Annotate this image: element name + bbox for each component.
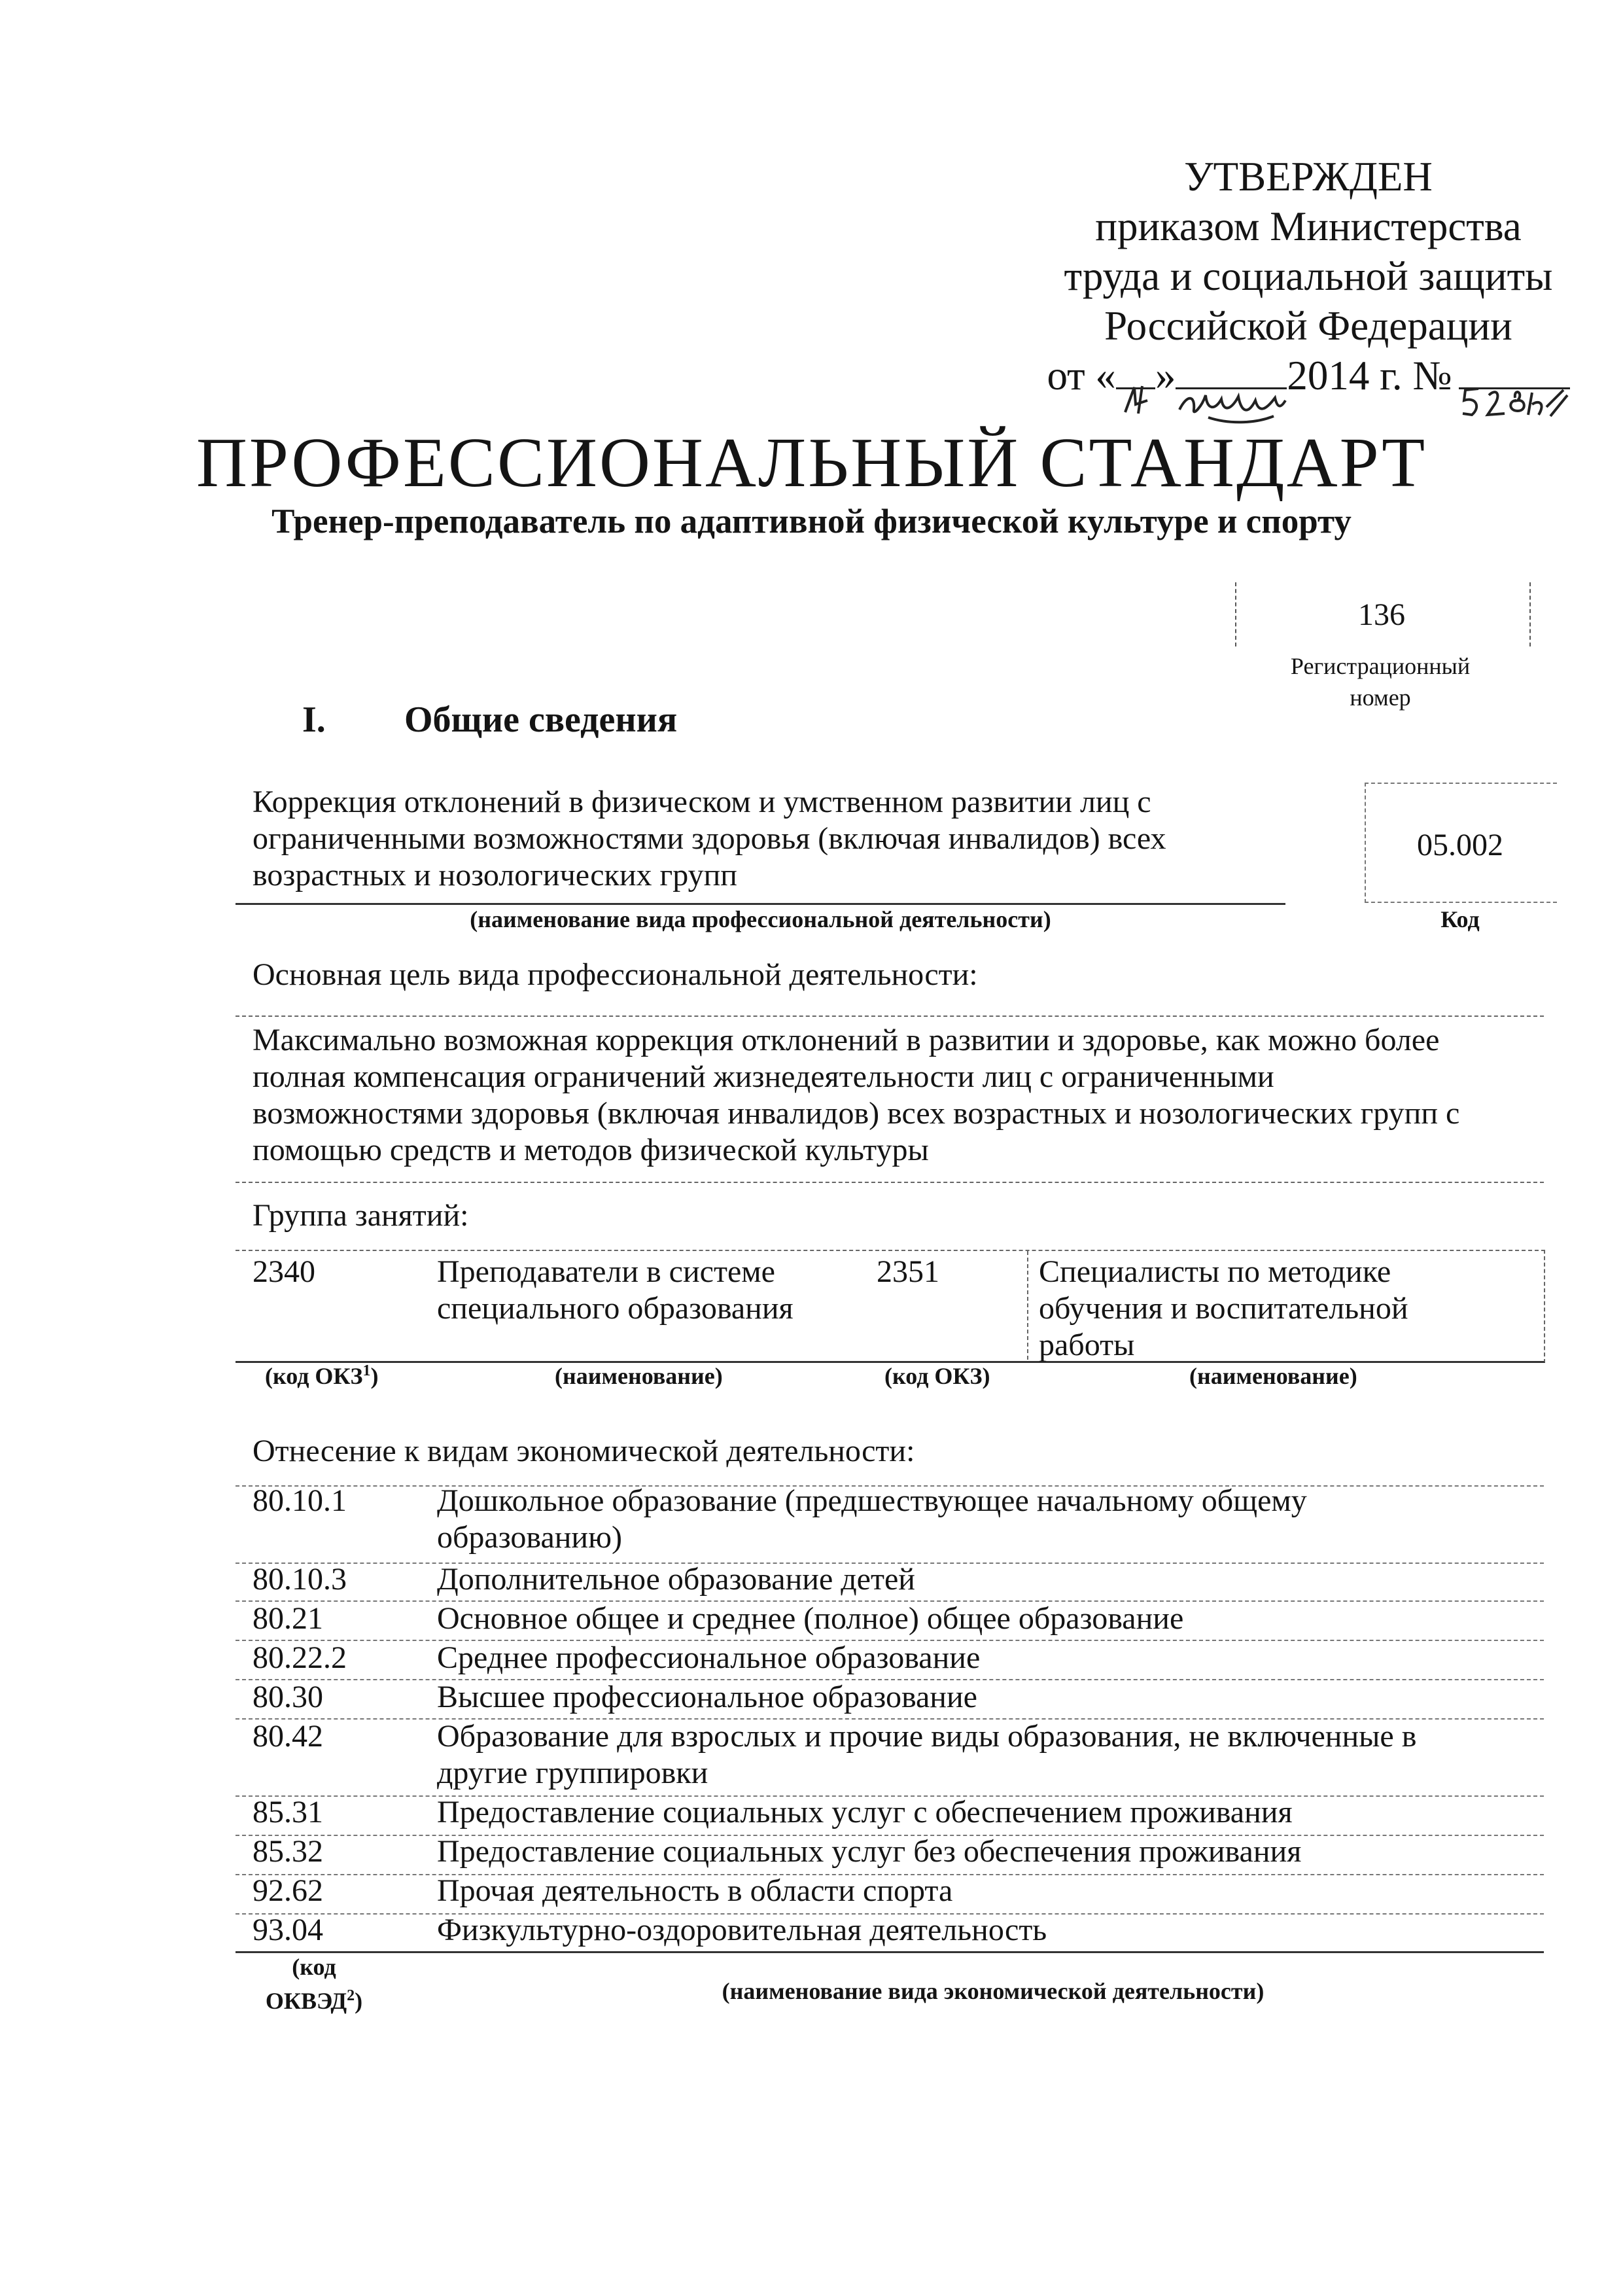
approval-date-line <box>1021 351 1596 400</box>
economic-activity-label: Отнесение к видам экономической деятельности: <box>253 1434 915 1468</box>
economic-name: Предоставление социальных услуг с обеспечением проживания <box>437 1795 1293 1829</box>
divider <box>236 1016 1544 1017</box>
occupation-name-line: Преподаватели в системе <box>437 1254 775 1289</box>
divider <box>236 1182 1544 1183</box>
economic-name-line: другие группировки <box>437 1756 708 1790</box>
activity-name-line: ограниченными возможностями здоровья (включая инвалидов) всех <box>253 821 1166 856</box>
handwritten-day <box>1116 387 1155 389</box>
quote-close: » <box>1155 353 1176 398</box>
occupation-name-line: работы <box>1039 1328 1135 1362</box>
economic-code: 80.10.3 <box>253 1562 347 1597</box>
handwritten-number-signature <box>1459 381 1570 427</box>
occupation-name-1 <box>437 1254 856 1327</box>
registration-caption-line: Регистрационный <box>1290 653 1471 679</box>
occupation-name-line: обучения и воспитательной <box>1039 1291 1408 1326</box>
handwritten-month-signature <box>1176 381 1287 427</box>
caption-economic-name: (наименование вида экономической деятельности) <box>722 1978 1265 2004</box>
occupation-code-2: 2351 <box>877 1254 939 1289</box>
goal-label: Основная цель вида профессиональной деятельности: <box>253 957 978 992</box>
economic-name: Физкультурно-оздоровительная деятельность <box>437 1913 1047 1947</box>
goal-text-line: Максимально возможная коррекция отклонений в развитии и здоровье, как можно более <box>253 1023 1440 1057</box>
economic-name: Предоставление социальных услуг без обеспечения проживания <box>437 1834 1302 1869</box>
occupation-name-line: Специалисты по методике <box>1039 1254 1391 1289</box>
caption-text: (код ОКЗ <box>265 1363 363 1389</box>
caption-okz-code-2: (код ОКЗ) <box>884 1363 990 1389</box>
caption-text: (код <box>292 1954 336 1980</box>
caption-text: ОКВЭД <box>265 1988 347 2014</box>
economic-code: 92.62 <box>253 1873 323 1908</box>
activity-name-line: возрастных и нозологических групп <box>253 858 737 892</box>
economic-code: 80.30 <box>253 1680 323 1714</box>
caption-okz-code <box>265 1362 379 1390</box>
economic-code: 85.31 <box>253 1795 323 1829</box>
approval-line: труда и социальной защиты <box>1064 253 1553 299</box>
occupation-code-1: 2340 <box>253 1254 315 1289</box>
section-title: Общие сведения <box>404 699 678 740</box>
caption-text: ) <box>370 1363 379 1389</box>
table-column-divider <box>1027 1251 1028 1360</box>
economic-name: Среднее профессиональное образование <box>437 1640 981 1675</box>
caption-text-line <box>249 1981 379 2015</box>
goal-text-line: возможностями здоровья (включая инвалидов) всех возрастных и нозологических групп с <box>253 1096 1460 1131</box>
economic-code: 80.21 <box>253 1601 323 1636</box>
occupation-group-label: Группа занятий: <box>253 1198 469 1233</box>
section-number: I. <box>302 699 326 740</box>
goal-text <box>253 1022 1544 1169</box>
occupation-name-line: специального образования <box>437 1291 794 1326</box>
approval-heading: УТВЕРЖДЕН <box>1184 154 1433 200</box>
goal-text-line: помощью средств и методов физической культуры <box>253 1133 929 1167</box>
activity-code-caption: Код <box>1440 906 1480 932</box>
economic-code: 85.32 <box>253 1834 323 1869</box>
economic-name: Основное общее и среднее (полное) общее образование <box>437 1601 1184 1636</box>
economic-code: 80.22.2 <box>253 1640 347 1675</box>
handwritten-number <box>1459 387 1570 389</box>
economic-name <box>437 1718 1549 1792</box>
economic-name-line: Образование для взрослых и прочие виды образования, не включенные в <box>437 1719 1417 1754</box>
occupation-name-2 <box>1039 1254 1523 1364</box>
registration-caption-line: номер <box>1350 684 1411 711</box>
economic-name: Прочая деятельность в области спорта <box>437 1873 953 1908</box>
economic-code: 80.42 <box>253 1719 323 1754</box>
approval-line: приказом Министерства <box>1095 203 1522 249</box>
caption-occupation-name: (наименование) <box>555 1363 723 1389</box>
approval-block <box>1021 152 1596 400</box>
document-title: ПРОФЕССИОНАЛЬНЫЙ СТАНДАРТ <box>196 424 1427 502</box>
economic-name-line: образованию) <box>437 1520 622 1555</box>
activity-name-line: Коррекция отклонений в физическом и умственном развитии лиц с <box>253 785 1151 819</box>
activity-underline <box>236 903 1285 905</box>
year-text: 2014 г. № <box>1287 353 1452 398</box>
table-bottom-line <box>236 1951 1544 1953</box>
economic-name: Высшее профессиональное образование <box>437 1680 977 1714</box>
activity-caption: (наименование вида профессиональной деятельности) <box>470 906 1051 932</box>
footnote-marker: 1 <box>362 1362 371 1379</box>
handwritten-day-signature <box>1116 381 1155 420</box>
caption-occupation-name-2: (наименование) <box>1189 1363 1357 1389</box>
activity-code: 05.002 <box>1417 828 1503 862</box>
caption-text: ) <box>355 1988 363 2014</box>
economic-name-line: Дошкольное образование (предшествующее начальному общему <box>437 1483 1307 1518</box>
economic-name: Дополнительное образование детей <box>437 1562 915 1597</box>
economic-code: 93.04 <box>253 1913 323 1947</box>
economic-code: 80.10.1 <box>253 1483 347 1518</box>
footnote-marker: 2 <box>347 1987 355 2004</box>
document-subtitle: Тренер-преподаватель по адаптивной физической культуре и спорту <box>271 503 1352 540</box>
caption-okved-code <box>249 1952 379 2015</box>
registration-number: 136 <box>1358 597 1405 632</box>
date-prefix: от « <box>1047 353 1116 398</box>
handwritten-month <box>1176 387 1287 389</box>
goal-text-line: полная компенсация ограничений жизнедеятельности лиц с ограниченными <box>253 1059 1274 1094</box>
registration-caption <box>1243 650 1518 713</box>
activity-name <box>253 784 1286 894</box>
approval-line: Российской Федерации <box>1104 303 1512 349</box>
economic-name <box>437 1483 1549 1556</box>
